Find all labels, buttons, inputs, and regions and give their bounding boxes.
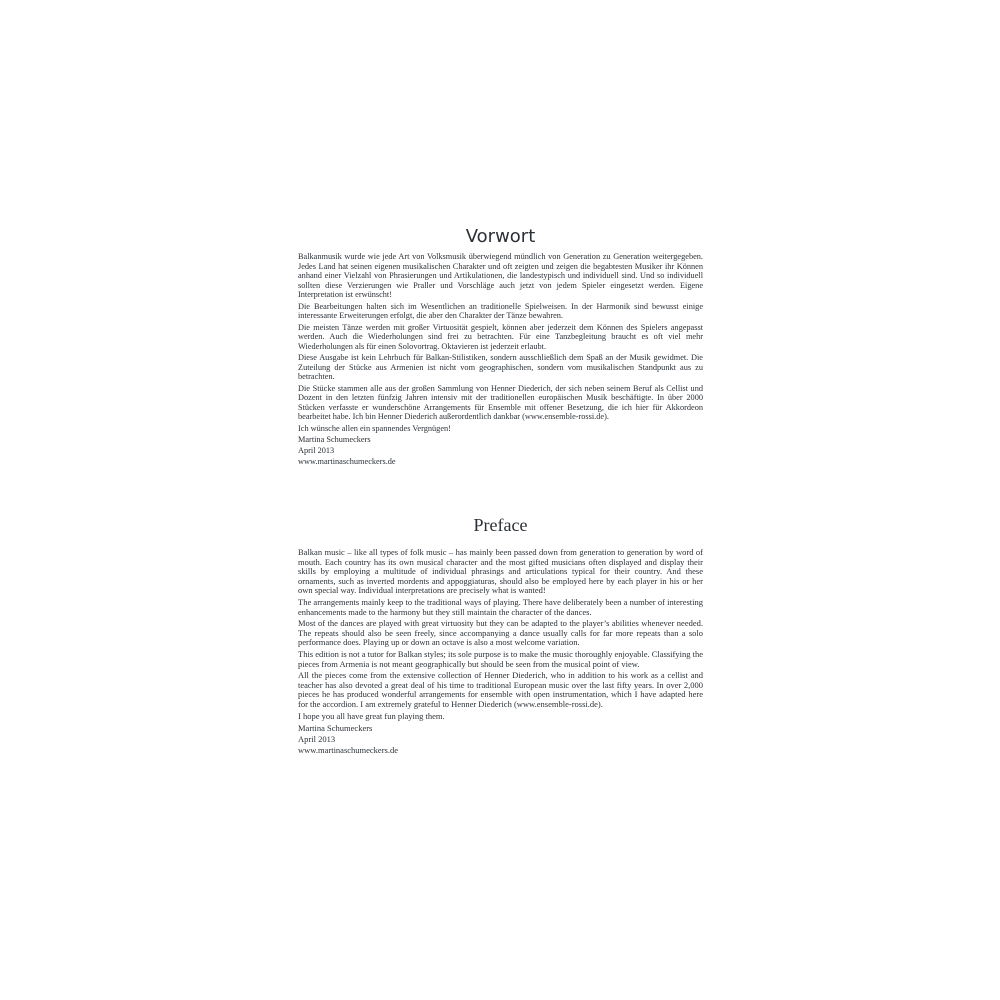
vorwort-paragraph: Die Stücke stammen alle aus der großen Sammlung von Henner Diederich, der sich neben seinem Beruf als Cellist und Dozent in den letzten fünfzig Jahren intensiv mit der traditionellen europäischen Musik beschäftigte. In über 2000 Stücken verfasste er wunderschöne Arrangements für Ensemble mit offener Besetzung, die ich hier für Akkordeon bearbeitet habe. Ich bin Henner Diederich außerordentlich dankbar (www.ensemble-rossi.de). <box>298 383 703 421</box>
vorwort-paragraph: Diese Ausgabe ist kein Lehrbuch für Balkan-Stilistiken, sondern ausschließlich dem Spaß an der Musik gewidmet. Die Zuteilung der Stücke aus Armenien ist nicht vom geographischen, sondern vom musikalischen Standpunkt aus zu betrachten. <box>298 353 703 381</box>
vorwort-paragraph: Ich wünsche allen ein spannendes Vergnügen! <box>298 423 451 433</box>
vorwort-signature-name: Martina Schumeckers <box>298 435 371 444</box>
preface-section <box>298 548 703 756</box>
vorwort-section <box>298 252 703 468</box>
vorwort-paragraph: Die Bearbeitungen halten sich im Wesentlichen an traditionelle Spielweisen. In der Harmonik sind bewusst einige interessante Erweiterungen erfolgt, die aber den Charakter der Tänze bewahren. <box>298 301 703 320</box>
preface-signature-website: www.martinaschumeckers.de <box>298 745 398 756</box>
preface-paragraph: This edition is not a tutor for Balkan styles; its sole purpose is to make the music thoroughly enjoyable. Classifying the pieces from Armenia is not meant geographically but should be seen from the musical point of view. <box>298 648 703 669</box>
vorwort-paragraph: Die meisten Tänze werden mit großer Virtuosität gespielt, können aber jederzeit dem Können des Spielers angepasst werden. Auch die Wiederholungen sind frei zu betrachten. Für eine Tanzbegleitung braucht es oft viel mehr Wiederholungen als für einen Solovortrag. Oktavieren ist jederzeit erlaubt. <box>298 322 703 351</box>
preface-paragraph: I hope you all have great fun playing them. <box>298 710 445 721</box>
vorwort-signature-website: www.martinaschumeckers.de <box>298 457 396 466</box>
preface-signature-name: Martina Schumeckers <box>298 723 373 734</box>
preface-paragraph: Balkan music – like all types of folk music – has mainly been passed down from generation to generation by word of mouth. Each country has its own musical character and the most gifted musicians often displayed and display their skills by employing a multitude of individual phrasings and articulations typical for their country. And these ornaments, such as inverted mordents and appoggiaturas, should also be employed here by each player in his or her own special way. Individual interpretations are precisely what is wanted! <box>298 547 703 596</box>
preface-paragraph: The arrangements mainly keep to the traditional ways of playing. There have deliberately been a number of interesting enhancements made to the harmony but they still maintain the character of the dances. <box>298 596 703 617</box>
preface-paragraph: All the pieces come from the extensive collection of Henner Diederich, who in addition to his work as a cellist and teacher has also devoted a great deal of his time to traditional European music over the last fifty years. In over 2,000 pieces he has produced wonderful arrangements for ensemble with open instrumentation, which I have adapted here for the accordion. I am extremely grateful to Henner Diederich (www.ensemble-rossi.de). <box>298 670 703 709</box>
vorwort-signature-date: April 2013 <box>298 446 335 455</box>
preface-title: Preface <box>473 515 528 535</box>
preface-signature-date: April 2013 <box>298 734 336 745</box>
preface-paragraph: Most of the dances are played with great virtuosity but they can be adapted to the player’s abilities whenever needed. The repeats should also be seen freely, since accompanying a dance usually calls for far more repeats than a solo performance does. Playing up or down an octave is also a most welcome variation. <box>298 618 703 648</box>
vorwort-paragraph: Balkanmusik wurde wie jede Art von Volksmusik überwiegend mündlich von Generation zu Generation weitergegeben. Jedes Land hat seinen eigenen musikalischen Charakter und oft zeigten und zeigen die begabtesten Musiker ihr Können anhand einer Vielzahl von Phrasierungen und Artikulationen, die landestypisch und individuell sind. Und so individuell sollten diese Verzierungen wie Praller und Vorschläge auch jetzt von jedem Spieler eingesetzt werden. Eigene Interpretation ist erwünscht! <box>298 252 703 299</box>
vorwort-title: Vorwort <box>465 226 536 247</box>
